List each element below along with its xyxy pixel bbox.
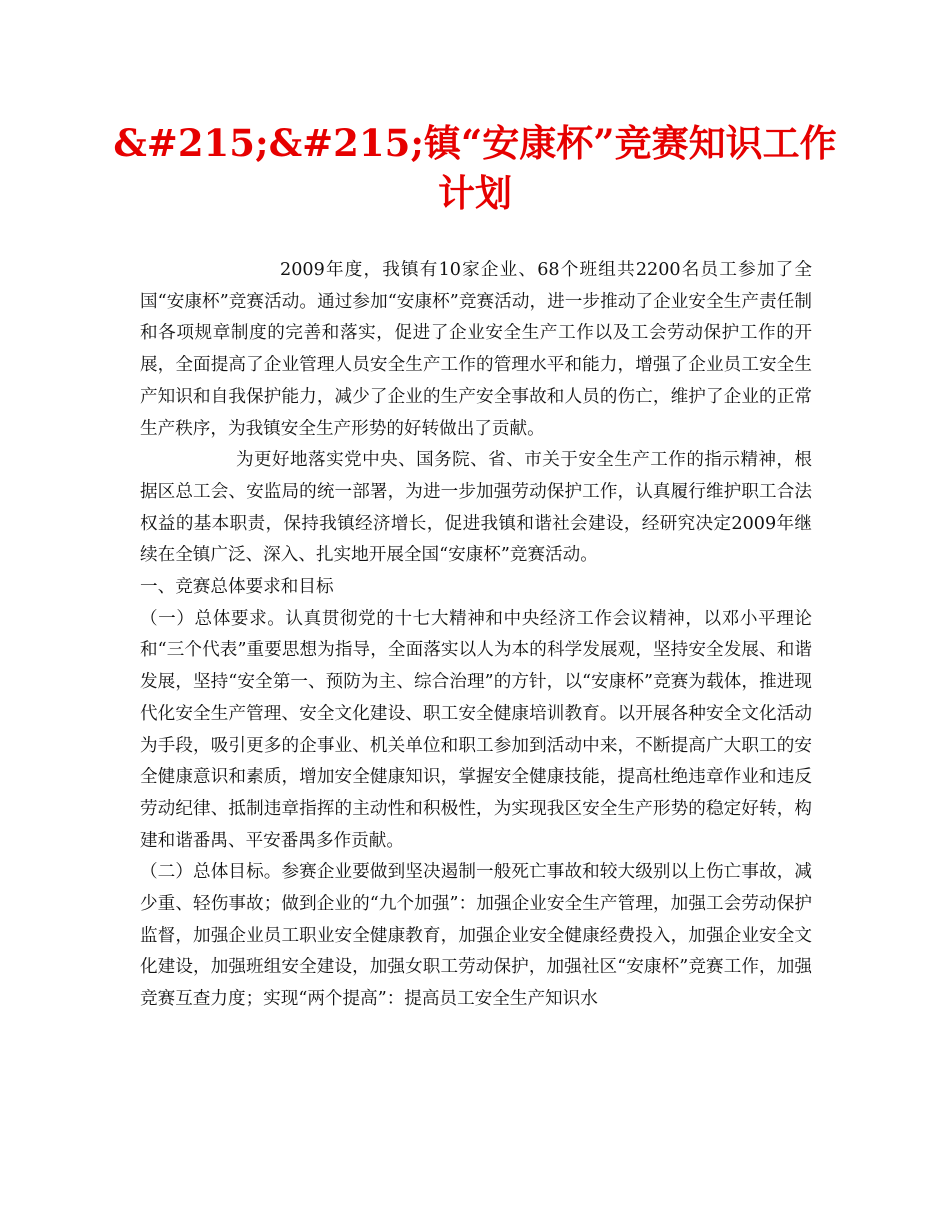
paragraph-decision: 为更好地落实党中央、国务院、省、市关于安全生产工作的指示精神，根据区总工会、安监局的统一部署，为进一步加强劳动保护工作，认真履行维护职工合法权益的基本职责，保持我镇经济增长，促进我镇和谐社会建设，经研究决定2009年继续在全镇广泛、深入、扎实地开展全国“安康杯”竞赛活动。 <box>140 450 812 566</box>
paragraph-intro: 2009年度，我镇有10家企业、68个班组共2200名员工参加了全国“安康杯”竞赛活动。通过参加“安康杯”竞赛活动，进一步推动了企业安全生产责任制和各项规章制度的完善和落实，促进了企业安全生产工作以及工会劳动保护工作的开展，全面提高了企业管理人员安全生产工作的管理水平和能力，增强了企业员工安全生产知识和自我保护能力，减少了企业的生产安全事故和人员的伤亡，维护了企业的正常生产秩序，为我镇安全生产形势的好转做出了贡献。 <box>140 260 812 439</box>
document-title: &#215;&#215;镇“安康杯”竞赛知识工作计划 <box>113 121 837 215</box>
document-body <box>140 255 812 1016</box>
paragraph-goals: （二）总体目标。参赛企业要做到坚决遏制一般死亡事故和较大级别以上伤亡事故，减少重、轻伤事故；做到企业的“九个加强”：加强企业安全生产管理，加强工会劳动保护监督，加强企业员工职业安全健康教育，加强企业安全健康经费投入，加强企业安全文化建设，加强班组安全建设，加强女职工劳动保护，加强社区“安康杯”竞赛工作，加强竞赛互查力度；实现“两个提高”：提高员工安全生产知识水 <box>140 862 812 1010</box>
section-heading: 一、竞赛总体要求和目标 <box>140 577 334 598</box>
paragraph-requirements: （一）总体要求。认真贯彻党的十七大精神和中央经济工作会议精神，以邓小平理论和“三个代表”重要思想为指导，全面落实以人为本的科学发展观，坚持安全发展、和谐发展，坚持“安全第一、预防为主、综合治理”的方针，以“安康杯”竞赛为载体，推进现代化安全生产管理、安全文化建设、职工安全健康培训教育。以开展各种安全文化活动为手段，吸引更多的企事业、机关单位和职工参加到活动中来，不断提高广大职工的安全健康意识和素质，增加安全健康知识，掌握安全健康技能，提高杜绝违章作业和违反劳动纪律、抵制违章指挥的主动性和积极性，为实现我区安全生产形势的稳定好转，构建和谐番禺、平安番禺多作贡献。 <box>140 608 812 851</box>
